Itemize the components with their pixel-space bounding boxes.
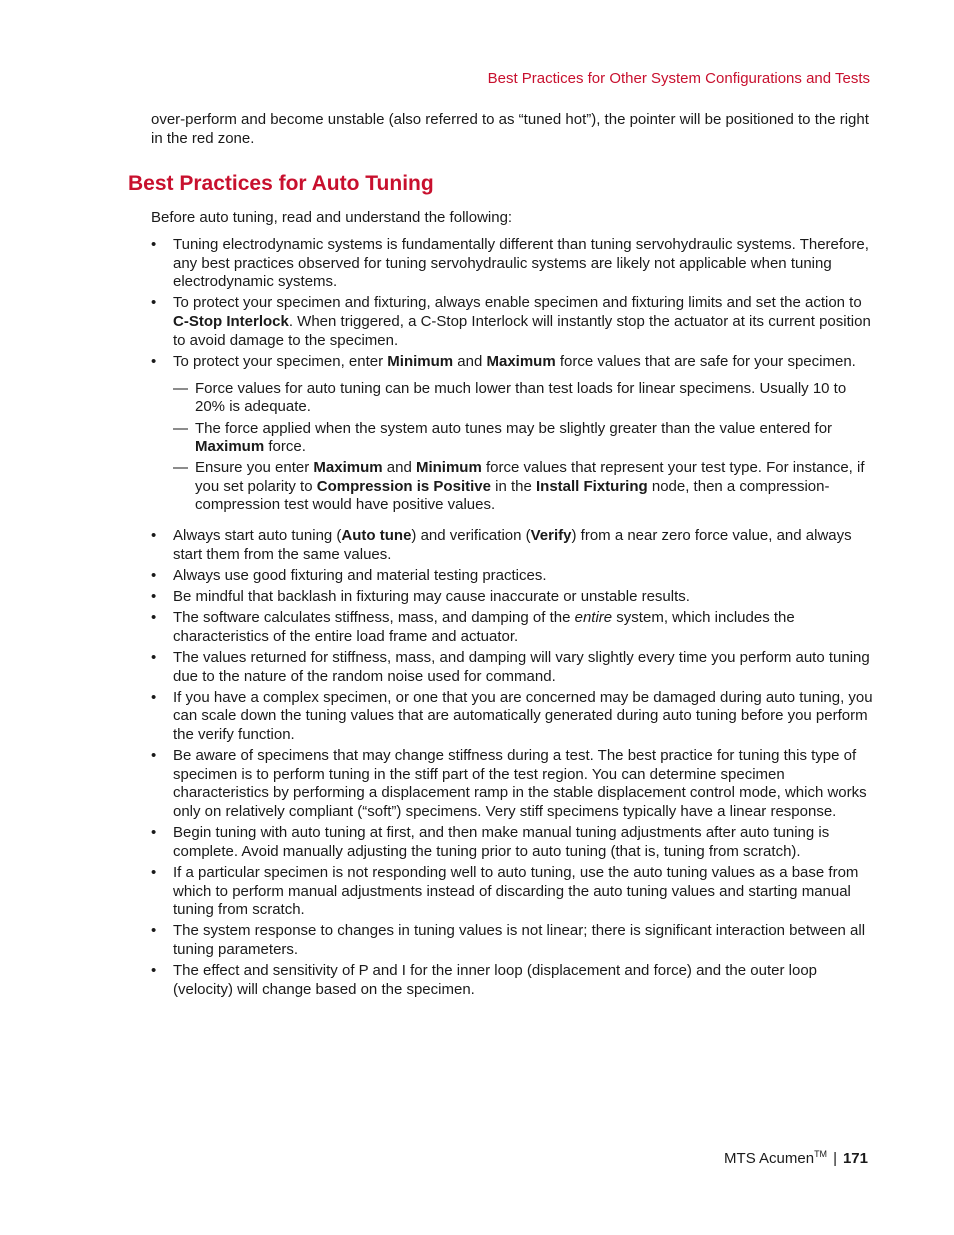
list-item: • If a particular specimen is not responding well to auto tuning, use the auto tuning values as a base from which to perform manual adjustments instead of discarding the auto tuning values and starting manual tuning from scratch. [151, 864, 876, 920]
lead-paragraph: over-perform and become unstable (also referred to as “tuned hot”), the pointer will be positioned to the right in the red zone. [151, 111, 869, 147]
page-footer [724, 1149, 868, 1167]
list-item: • The software calculates stiffness, mass, and damping of the entire system, which includes the characteristics of the entire load frame and actuator. [151, 609, 876, 646]
sub-list-item: — Ensure you enter Maximum and Minimum force values that represent your test type. For instance, if you set polarity to Compression is Positive in the Install Fixturing node, then a compression-compression test would have positive values. [173, 459, 876, 515]
footer-separator: | [833, 1150, 837, 1167]
list-item: • The effect and sensitivity of P and I for the inner loop (displacement and force) and the outer loop (velocity) will change based on the specimen. [151, 962, 876, 999]
list-item: • Always use good fixturing and material testing practices. [151, 567, 876, 586]
sub-list [173, 380, 876, 515]
product-name: MTS Acumen [724, 1150, 815, 1167]
list-item: • To protect your specimen, enter Minimum and Maximum force values that are safe for your specimen. — Force values for auto tuning can be much lower than test loads for linear specimens. Usually 10 to 20% is adequate. — The force applied when the system auto tunes may be slightly greater than the value entered for Maximum force. — Ensure you enter Maximum and Minimum force values that represent your test type. For instance, if you set polarity to Compression is Positive in the Install Fixturing node, then a compression-compression test would have positive values. [151, 353, 876, 515]
section-intro: Before auto tuning, read and understand the following: [151, 209, 513, 226]
sub-list-item: — The force applied when the system auto tunes may be slightly greater than the value entered for Maximum force. [173, 420, 876, 457]
page-number: 171 [842, 1150, 868, 1167]
list-item: • The system response to changes in tuning values is not linear; there is significant interaction between all tuning parameters. [151, 922, 876, 959]
list-item: • Be aware of specimens that may change stiffness during a test. The best practice for tuning this type of specimen is to perform tuning in the stiff part of the test region. You can determine specimen characteristics by performing a displacement ramp in the stable displacement control mode, which works only on relatively compliant (“soft”) specimens. Very stiff specimens typically have a linear response. [151, 747, 876, 821]
list-item: • To protect your specimen and fixturing, always enable specimen and fixturing limits and set the action to C-Stop Interlock. When triggered, a C-Stop Interlock will instantly stop the actuator at its current position to avoid damage to the specimen. [151, 294, 876, 350]
trademark-symbol: TM [814, 1149, 828, 1159]
list-item: • Always start auto tuning (Auto tune) and verification (Verify) from a near zero force value, and always start them from the same values. [151, 527, 876, 564]
list-item: • Begin tuning with auto tuning at first, and then make manual tuning adjustments after auto tuning is complete. Avoid manually adjusting the tuning prior to auto tuning (that is, tuning from scratch). [151, 824, 876, 861]
sub-list-item: — Force values for auto tuning can be much lower than test loads for linear specimens. Usually 10 to 20% is adequate. [173, 380, 876, 417]
section-title: Best Practices for Auto Tuning [128, 172, 434, 195]
list-item: • The values returned for stiffness, mass, and damping will vary slightly every time you perform auto tuning due to the nature of the random noise used for command. [151, 649, 876, 686]
best-practices-list [151, 236, 876, 1002]
running-head: Best Practices for Other System Configurations and Tests [487, 70, 870, 87]
list-item: • Be mindful that backlash in fixturing may cause inaccurate or unstable results. [151, 588, 876, 607]
list-item: • If you have a complex specimen, or one that you are concerned may be damaged during auto tuning, you can scale down the tuning values that are automatically generated during auto tuning before you perform the verify function. [151, 689, 876, 745]
list-item: • Tuning electrodynamic systems is fundamentally different than tuning servohydraulic systems. Therefore, any best practices observed for tuning servohydraulic systems are likely not applicable when tuning electrodynamic systems. [151, 236, 876, 292]
